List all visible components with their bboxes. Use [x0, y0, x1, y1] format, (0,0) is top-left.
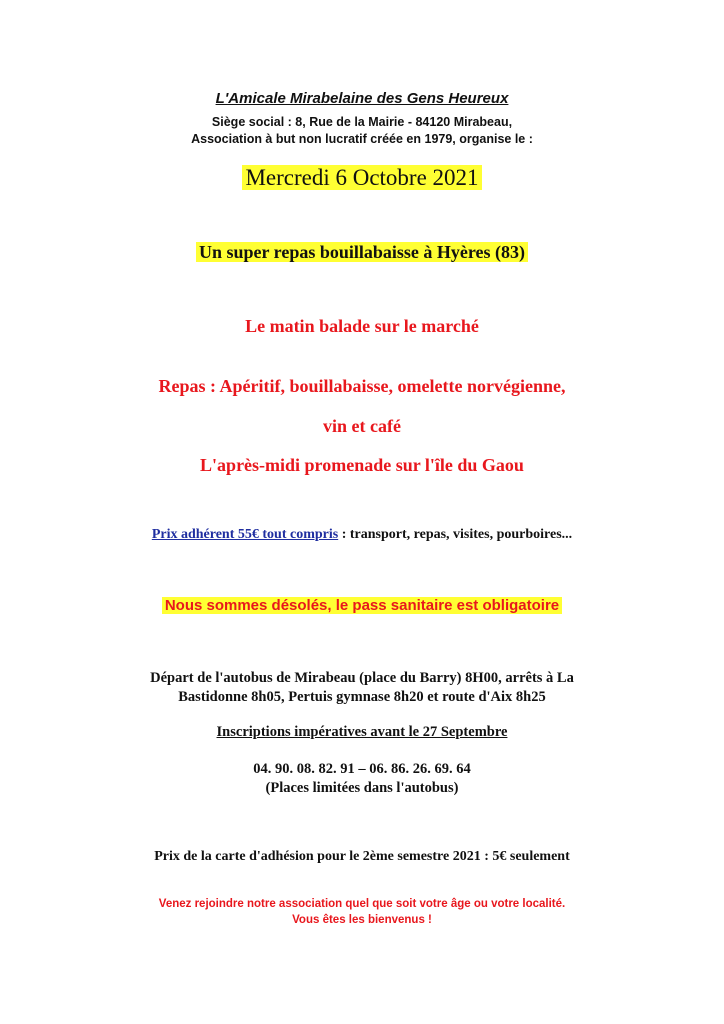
join-invitation-line-2-text: Vous êtes les bienvenus ! [292, 914, 432, 926]
join-invitation-line-2 [0, 914, 724, 926]
membership-card-price [0, 849, 724, 865]
contact-phones-text: 04. 90. 08. 82. 91 – 06. 86. 26. 69. 64 [253, 761, 471, 777]
association-description-text: Association à but non lucratif créée en 1979, organise le : [191, 132, 533, 146]
event-morning-text: Le matin balade sur le marché [245, 316, 479, 336]
registration-deadline-text: Inscriptions impératives avant le 27 Septembre [216, 724, 508, 740]
event-headline-text: Un super repas bouillabaisse à Hyères (83) [196, 242, 528, 262]
association-title [0, 90, 724, 107]
event-meal-line-1 [0, 376, 724, 397]
event-morning [0, 316, 724, 337]
membership-card-price-text: Prix de la carte d'adhésion pour le 2ème semestre 2021 : 5€ seulement [154, 849, 570, 864]
contact-phones [0, 761, 724, 778]
event-headline [0, 242, 724, 263]
join-invitation-line-1-text: Venez rejoindre notre association quel que soit votre âge ou votre localité. [158, 898, 566, 910]
registration-deadline [0, 724, 724, 741]
member-price [0, 527, 724, 543]
event-meal-line-2-text: vin et café [323, 416, 401, 436]
sanitary-pass-notice [0, 597, 724, 614]
join-invitation-line-1 [0, 898, 724, 910]
limited-places-note [0, 780, 724, 797]
event-meal-line-1-text: Repas : Apéritif, bouillabaisse, omelette norvégienne, [158, 376, 566, 396]
event-date [0, 165, 724, 191]
departure-line-2-text: Bastidonne 8h05, Pertuis gymnase 8h20 et route d'Aix 8h25 [178, 689, 546, 705]
departure-line-1 [0, 670, 724, 687]
association-description [0, 132, 724, 146]
member-price-details: : transport, repas, visites, pourboires... [338, 527, 573, 542]
association-title-text: L'Amicale Mirabelaine des Gens Heureux [215, 90, 509, 107]
event-afternoon-text: L'après-midi promenade sur l'île du Gaou [200, 455, 524, 475]
departure-line-2 [0, 689, 724, 706]
member-price-label: Prix adhérent 55€ tout compris [151, 527, 339, 542]
departure-line-1-text: Départ de l'autobus de Mirabeau (place du Barry) 8H00, arrêts à La [150, 670, 574, 686]
sanitary-pass-notice-text: Nous sommes désolés, le pass sanitaire est obligatoire [162, 597, 562, 614]
limited-places-note-text: (Places limitées dans l'autobus) [265, 780, 459, 796]
event-meal-line-2 [0, 416, 724, 437]
event-afternoon [0, 455, 724, 476]
event-date-text: Mercredi 6 Octobre 2021 [242, 165, 481, 190]
association-address [0, 115, 724, 129]
association-address-text: Siège social : 8, Rue de la Mairie - 84120 Mirabeau, [211, 115, 513, 129]
